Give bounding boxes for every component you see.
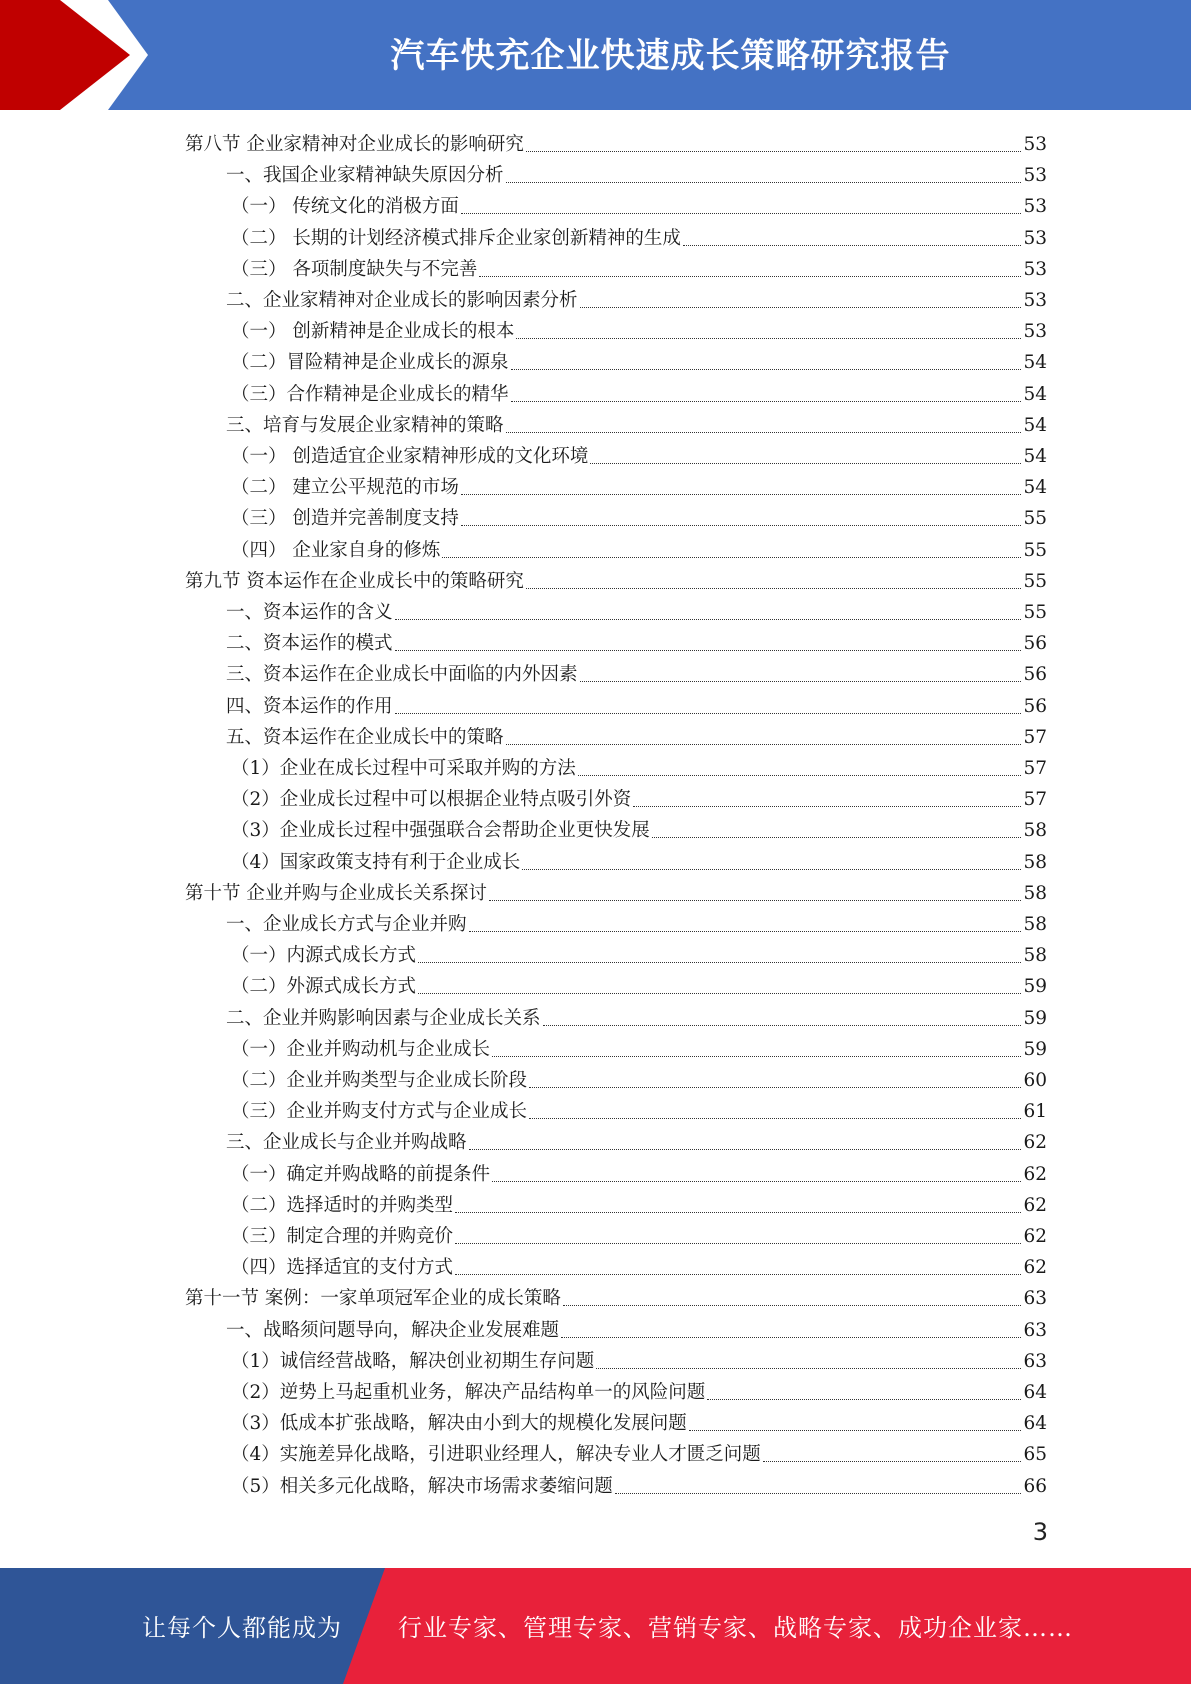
toc-leader-dots — [461, 524, 1022, 526]
toc-entry-page: 53 — [1023, 196, 1047, 218]
toc-entry-title: 第十节 企业并购与企业成长关系探讨 — [185, 882, 487, 904]
toc-entry-title: （一）内源式成长方式 — [231, 945, 417, 967]
toc-entry-title: 第八节 企业家精神对企业成长的影响研究 — [185, 134, 524, 155]
toc-entry-page: 62 — [1023, 1226, 1047, 1247]
toc-entry[interactable] — [231, 1159, 1047, 1190]
toc-entry-title: （4）国家政策支持有利于企业成长 — [231, 851, 521, 873]
toc-entry-page: 59 — [1023, 1038, 1047, 1060]
toc-entry[interactable] — [231, 1377, 1047, 1408]
toc-leader-dots — [633, 805, 1021, 807]
toc-entry-title: 一、企业成长方式与企业并购 — [226, 914, 467, 935]
toc-leader-dots — [563, 1304, 1022, 1306]
toc-entry-title: 三、培育与发展企业家精神的策略 — [226, 414, 504, 436]
footer-slogan: 让每个人都能成为 — [142, 1614, 342, 1642]
toc-leader-dots — [511, 368, 1022, 370]
toc-entry-page: 54 — [1023, 414, 1047, 436]
toc-leader-dots — [506, 181, 1022, 183]
toc-entry-page: 62 — [1023, 1257, 1047, 1279]
toc-leader-dots — [529, 1117, 1021, 1119]
toc-entry-title: （2）逆势上马起重机业务，解决产品结构单一的风险问题 — [231, 1382, 706, 1403]
toc-leader-dots — [489, 899, 1022, 901]
toc-leader-dots — [615, 1492, 1022, 1494]
toc-entry[interactable] — [231, 784, 1047, 815]
toc-entry-title: （三）合作精神是企业成长的精华 — [231, 383, 509, 405]
toc-entry[interactable] — [226, 691, 1047, 722]
toc-entry[interactable] — [231, 1221, 1047, 1252]
toc-entry-page: 56 — [1023, 695, 1047, 717]
toc-entry[interactable] — [226, 160, 1047, 191]
toc-entry[interactable] — [185, 129, 1047, 160]
toc-entry-page: 64 — [1023, 1413, 1047, 1435]
toc-entry[interactable] — [185, 566, 1047, 597]
toc-entry-title: 三、企业成长与企业并购战略 — [226, 1132, 467, 1154]
toc-entry[interactable] — [226, 1127, 1047, 1158]
toc-entry-title: （一） 创造适宜企业家精神形成的文化环境 — [231, 446, 589, 467]
toc-entry-title: 五、资本运作在企业成长中的策略 — [226, 726, 504, 748]
toc-entry-page: 54 — [1023, 477, 1047, 499]
toc-entry-title: 二、企业家精神对企业成长的影响因素分析 — [226, 290, 578, 311]
toc-entry-title: 四、资本运作的作用 — [226, 695, 393, 717]
toc-entry[interactable] — [231, 316, 1047, 347]
toc-entry[interactable] — [231, 971, 1047, 1002]
toc-leader-dots — [395, 618, 1022, 620]
toc-entry[interactable] — [231, 1439, 1047, 1470]
toc-leader-dots — [455, 1273, 1021, 1275]
toc-entry-page: 58 — [1023, 882, 1047, 904]
toc-entry[interactable] — [226, 628, 1047, 659]
toc-leader-dots — [689, 1429, 1022, 1431]
toc-entry-page: 55 — [1023, 539, 1047, 561]
toc-entry[interactable] — [231, 847, 1047, 878]
toc-entry[interactable] — [231, 1252, 1047, 1283]
toc-entry-page: 59 — [1023, 976, 1047, 998]
toc-entry-title: （二）冒险精神是企业成长的源泉 — [231, 352, 509, 374]
toc-entry-page: 55 — [1023, 508, 1047, 530]
toc-entry-title: （1）诚信经营战略，解决创业初期生存问题 — [231, 1350, 595, 1372]
toc-entry-title: 一、我国企业家精神缺失原因分析 — [226, 165, 504, 187]
toc-entry-page: 55 — [1023, 570, 1047, 592]
toc-entry[interactable] — [226, 410, 1047, 441]
toc-entry-page: 53 — [1023, 258, 1047, 280]
toc-entry-title: （1）企业在成长过程中可采取并购的方法 — [231, 758, 576, 779]
toc-entry-page: 66 — [1023, 1475, 1047, 1497]
toc-leader-dots — [590, 462, 1021, 464]
toc-entry-page: 58 — [1023, 851, 1047, 873]
toc-entry-title: （四） 企业家自身的修炼 — [231, 539, 441, 561]
toc-leader-dots — [479, 275, 1021, 277]
toc-entry[interactable] — [231, 223, 1047, 254]
toc-entry[interactable] — [231, 753, 1047, 784]
toc-entry-title: 三、资本运作在企业成长中面临的内外因素 — [226, 664, 578, 686]
toc-entry-page: 55 — [1023, 602, 1047, 623]
toc-entry[interactable] — [231, 815, 1047, 846]
toc-entry-page: 62 — [1023, 1163, 1047, 1185]
toc-entry-title: 一、战略须问题导向，解决企业发展难题 — [226, 1319, 560, 1341]
toc-leader-dots — [516, 337, 1021, 339]
toc-leader-dots — [561, 1336, 1021, 1338]
toc-entry-title: （一）企业并购动机与企业成长 — [231, 1038, 491, 1060]
toc-entry-title: （三）制定合理的并购竞价 — [231, 1226, 454, 1247]
toc-entry[interactable] — [231, 379, 1047, 410]
toc-entry[interactable] — [231, 441, 1047, 472]
toc-entry-page: 58 — [1023, 820, 1047, 842]
toc-leader-dots — [455, 1211, 1021, 1213]
toc-entry-page: 60 — [1023, 1070, 1047, 1091]
toc-entry-page: 64 — [1023, 1382, 1047, 1403]
toc-leader-dots — [707, 1398, 1021, 1400]
toc-entry-page: 62 — [1023, 1132, 1047, 1154]
toc-entry-page: 59 — [1023, 1007, 1047, 1029]
toc-leader-dots — [652, 836, 1022, 838]
toc-entry-title: （二）选择适时的并购类型 — [231, 1194, 454, 1216]
toc-entry[interactable] — [185, 1283, 1047, 1314]
toc-leader-dots — [461, 493, 1022, 495]
toc-entry-title: （一） 传统文化的消极方面 — [231, 196, 459, 218]
toc-leader-dots — [461, 212, 1022, 214]
toc-entry-page: 56 — [1023, 664, 1047, 686]
toc-entry-page: 56 — [1023, 633, 1047, 655]
toc-leader-dots — [526, 587, 1022, 589]
toc-entry[interactable] — [231, 503, 1047, 534]
toc-entry[interactable] — [231, 1471, 1047, 1502]
toc-entry-title: 一、资本运作的含义 — [226, 602, 393, 623]
document-title: 汽车快充企业快速成长策略研究报告 — [390, 36, 951, 76]
toc-entry-page: 53 — [1023, 290, 1047, 311]
toc-entry[interactable] — [231, 472, 1047, 503]
toc-leader-dots — [683, 244, 1022, 246]
toc-entry-page: 65 — [1023, 1444, 1047, 1466]
toc-entry-title: （三） 创造并完善制度支持 — [231, 508, 459, 530]
toc-entry-title: 二、资本运作的模式 — [226, 633, 393, 655]
toc-leader-dots — [511, 400, 1022, 402]
toc-leader-dots — [395, 712, 1022, 714]
toc-entry-page: 57 — [1023, 789, 1047, 811]
page-header — [0, 0, 1191, 110]
toc-entry-title: （一）确定并购战略的前提条件 — [231, 1163, 491, 1185]
toc-entry-page: 57 — [1023, 758, 1047, 779]
toc-leader-dots — [469, 1148, 1022, 1150]
toc-entry-page: 57 — [1023, 726, 1047, 748]
toc-entry-page: 53 — [1023, 321, 1047, 343]
page-number: 3 — [1032, 1518, 1048, 1546]
toc-entry-page: 54 — [1023, 383, 1047, 405]
toc-leader-dots — [492, 1180, 1021, 1182]
toc-entry-page: 53 — [1023, 165, 1047, 187]
toc-entry-page: 63 — [1023, 1350, 1047, 1372]
toc-entry-page: 62 — [1023, 1194, 1047, 1216]
toc-leader-dots — [506, 743, 1022, 745]
toc-leader-dots — [578, 774, 1022, 776]
toc-leader-dots — [596, 1367, 1021, 1369]
toc-entry-page: 53 — [1023, 134, 1047, 155]
toc-leader-dots — [395, 649, 1022, 651]
toc-leader-dots — [418, 992, 1021, 994]
toc-entry-title: （二） 长期的计划经济模式排斥企业家创新精神的生成 — [231, 227, 681, 249]
toc-entry[interactable] — [231, 1190, 1047, 1221]
toc-entry-title: 二、企业并购影响因素与企业成长关系 — [226, 1007, 541, 1029]
toc-entry[interactable] — [231, 535, 1047, 566]
toc-entry[interactable] — [226, 659, 1047, 690]
toc-entry-title: （一） 创新精神是企业成长的根本 — [231, 321, 515, 343]
toc-leader-dots — [529, 1086, 1021, 1088]
toc-entry[interactable] — [226, 1003, 1047, 1034]
toc-entry-title: （二） 建立公平规范的市场 — [231, 477, 459, 499]
toc-entry-title: （四）选择适宜的支付方式 — [231, 1257, 454, 1279]
toc-entry[interactable] — [226, 1315, 1047, 1346]
toc-leader-dots — [580, 680, 1022, 682]
toc-entry[interactable] — [231, 347, 1047, 378]
toc-entry[interactable] — [231, 1096, 1047, 1127]
toc-leader-dots — [492, 1055, 1021, 1057]
toc-entry-page: 54 — [1023, 352, 1047, 374]
toc-entry-page: 58 — [1023, 914, 1047, 935]
toc-entry-title: （三） 各项制度缺失与不完善 — [231, 258, 478, 280]
toc-entry[interactable] — [231, 254, 1047, 285]
toc-entry[interactable] — [226, 909, 1047, 940]
toc-leader-dots — [543, 1024, 1022, 1026]
toc-entry[interactable] — [226, 285, 1047, 316]
toc-entry-page: 61 — [1023, 1101, 1047, 1123]
toc-entry-title: （5）相关多元化战略，解决市场需求萎缩问题 — [231, 1475, 613, 1497]
toc-entry[interactable] — [231, 940, 1047, 971]
toc-entry-title: （3）企业成长过程中强强联合会帮助企业更快发展 — [231, 820, 650, 842]
toc-leader-dots — [418, 961, 1021, 963]
toc-entry-title: 第九节 资本运作在企业成长中的策略研究 — [185, 570, 524, 592]
toc-entry-page: 63 — [1023, 1319, 1047, 1341]
toc-leader-dots — [763, 1460, 1022, 1462]
toc-entry[interactable] — [231, 191, 1047, 222]
toc-entry-page: 53 — [1023, 227, 1047, 249]
toc-entry-title: 第十一节 案例：一家单项冠军企业的成长策略 — [185, 1288, 561, 1310]
toc-leader-dots — [442, 556, 1021, 558]
toc-entry-title: （二）外源式成长方式 — [231, 976, 417, 998]
toc-entry[interactable] — [231, 1346, 1047, 1377]
toc-leader-dots — [580, 306, 1022, 308]
page-footer — [0, 1568, 1191, 1684]
toc-entry[interactable] — [231, 1034, 1047, 1065]
toc-leader-dots — [469, 930, 1022, 932]
toc-leader-dots — [522, 868, 1021, 870]
toc-leader-dots — [506, 431, 1022, 433]
toc-entry-title: （三）企业并购支付方式与企业成长 — [231, 1101, 528, 1123]
toc-entry-page: 54 — [1023, 446, 1047, 467]
toc-entry[interactable] — [226, 597, 1047, 628]
toc-entry-title: （二）企业并购类型与企业成长阶段 — [231, 1070, 528, 1091]
footer-roles: 行业专家、管理专家、营销专家、战略专家、成功企业家…… — [398, 1614, 1073, 1642]
toc-entry-title: （3）低成本扩张战略，解决由小到大的规模化发展问题 — [231, 1413, 687, 1435]
toc-entry[interactable] — [226, 722, 1047, 753]
toc-leader-dots — [455, 1242, 1021, 1244]
toc-entry[interactable] — [231, 1065, 1047, 1096]
toc-entry-page: 58 — [1023, 945, 1047, 967]
toc-entry[interactable] — [231, 1408, 1047, 1439]
toc-leader-dots — [526, 150, 1022, 152]
toc-entry-title: （4）实施差异化战略，引进职业经理人，解决专业人才匮乏问题 — [231, 1444, 761, 1466]
toc-entry-page: 63 — [1023, 1288, 1047, 1310]
toc-entry-title: （2）企业成长过程中可以根据企业特点吸引外资 — [231, 789, 632, 811]
toc-entry[interactable] — [185, 878, 1047, 909]
